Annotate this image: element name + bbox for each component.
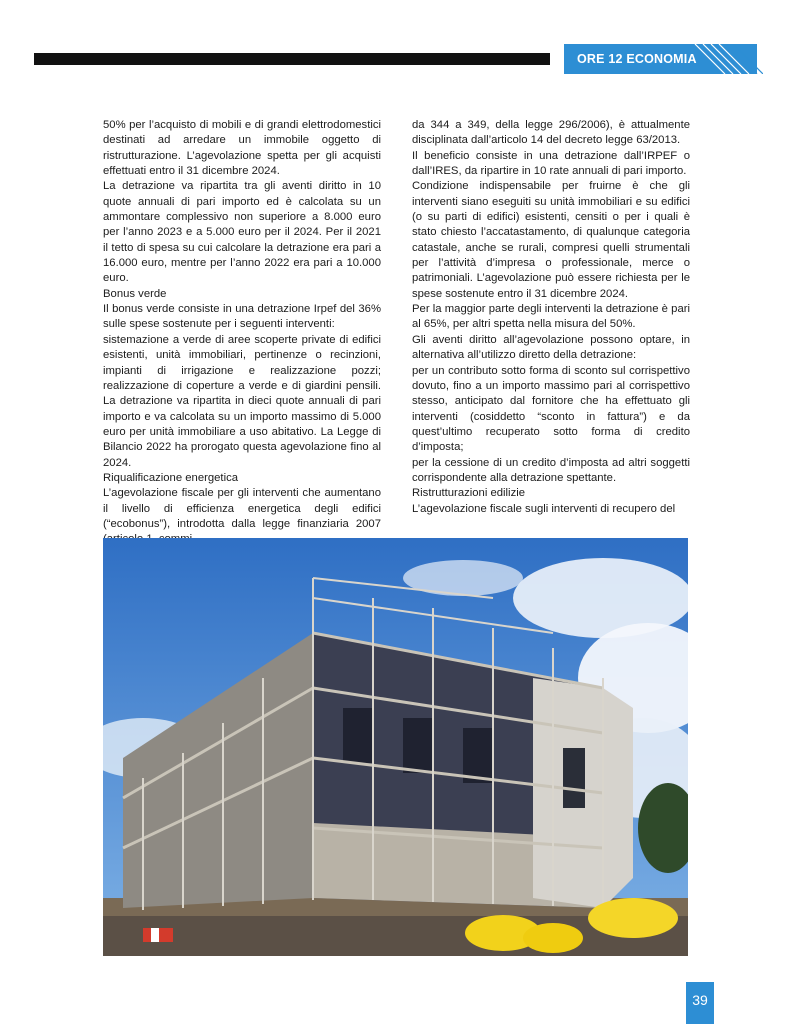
paragraph: Condizione indispensabile per fruirne è che gli interventi siano eseguiti su unità immobiliari e su edifici (o su parti di edifici) esistenti, censiti o per i quali è stato chiesto l’accatastamento, di qualunque categoria catastale, anche se rurali, compresi quelli strumentali per l’attività d’impresa o professionale, merce o patrimoniali. L’agevolazione può essere richiesta per le spese sostenute entro il 31 dicembre 2024. bbox=[412, 180, 690, 300]
paragraph: da 344 a 349, della legge 296/2006), è attualmente disciplinata dall’articolo 14 del decreto legge 63/2013. bbox=[412, 119, 690, 147]
paragraph: Gli aventi diritto all’agevolazione possono optare, in alternativa all’utilizzo diretto della detrazione: bbox=[412, 333, 690, 362]
section-label: ORE 12 ECONOMIA bbox=[564, 44, 757, 74]
article-column-left bbox=[103, 118, 381, 548]
paragraph: La detrazione va ripartita tra gli aventi diritto in 10 quote annuali di pari importo ed è calcolata su un ammontare complessivo non superiore a 8.000 euro per l’anno 2023 e a 5.000 euro per il 2024. Per il 2021 il tetto di spesa su cui calcolare la detrazione era pari a 16.000 euro, mentre per l’anno 2022 era pari a 10.000 euro. bbox=[103, 180, 381, 285]
paragraph: 50% per l’acquisto di mobili e di grandi elettrodomestici destinati ad arredare un immobile oggetto di ristrutturazione. L’agevolazione spetta per gli acquisti effettuati entro il 31 dicembre 2024. bbox=[103, 119, 381, 178]
paragraph: L’agevolazione fiscale per gli interventi che aumentano il livello di efficienza energetica degli edifici (“ecobonus”), introdotta dalla legge finanziaria 2007 bbox=[103, 487, 381, 530]
paragraph: Il beneficio consiste in una detrazione dall’IRPEF o dall’IRES, da ripartire in 10 rate annuali di pari importo. bbox=[412, 149, 690, 178]
article-column-right bbox=[412, 118, 690, 517]
header-rule bbox=[34, 53, 550, 65]
paragraph: sistemazione a verde di aree scoperte private di edifici esistenti, unità immobiliari, pertinenze o recinzioni, impianti di irrigazione e realizzazione pozzi; realizzazione di coperture a verde e di giardini pensili. La detrazione va ripartita in dieci quote annuali di pari importo e va calcolata su un importo massimo di 5.000 euro per unità immobiliare a uso abitativo. La Legge di Bilancio 2022 ha prorogato questa agevolazione fino al 2024. bbox=[103, 333, 381, 469]
paragraph: L’agevolazione fiscale sugli interventi di recupero del bbox=[412, 502, 676, 515]
subheading-bonus-verde: Bonus verde bbox=[103, 287, 167, 300]
paragraph: Per la maggior parte degli interventi la detrazione è pari al 65%, per altri spetta nella misura del 50%. bbox=[412, 303, 690, 331]
page-number: 39 bbox=[686, 982, 714, 1024]
paragraph: Il bonus verde consiste in una detrazione Irpef del 36% sulle spese sostenute per i seguenti interventi: bbox=[103, 303, 381, 331]
building-scaffolding-photo bbox=[103, 538, 688, 956]
decorative-stripes bbox=[693, 44, 763, 74]
paragraph: per la cessione di un credito d’imposta ad altri soggetti corrispondente alla detrazione spettante. bbox=[412, 456, 690, 484]
paragraph: per un contributo sotto forma di sconto sul corrispettivo dovuto, fino a un importo massimo pari al corrispettivo stesso, anticipato dal fornitore che ha effettuato gli interventi (cosiddetto “sconto in fattura”) e da quest’ultimo recuperato sotto forma di credito d’imposta; bbox=[412, 364, 690, 454]
subheading-riqualificazione: Riqualificazione energetica bbox=[103, 471, 239, 484]
subheading-ristrutturazioni: Ristrutturazioni edilizie bbox=[412, 487, 526, 500]
